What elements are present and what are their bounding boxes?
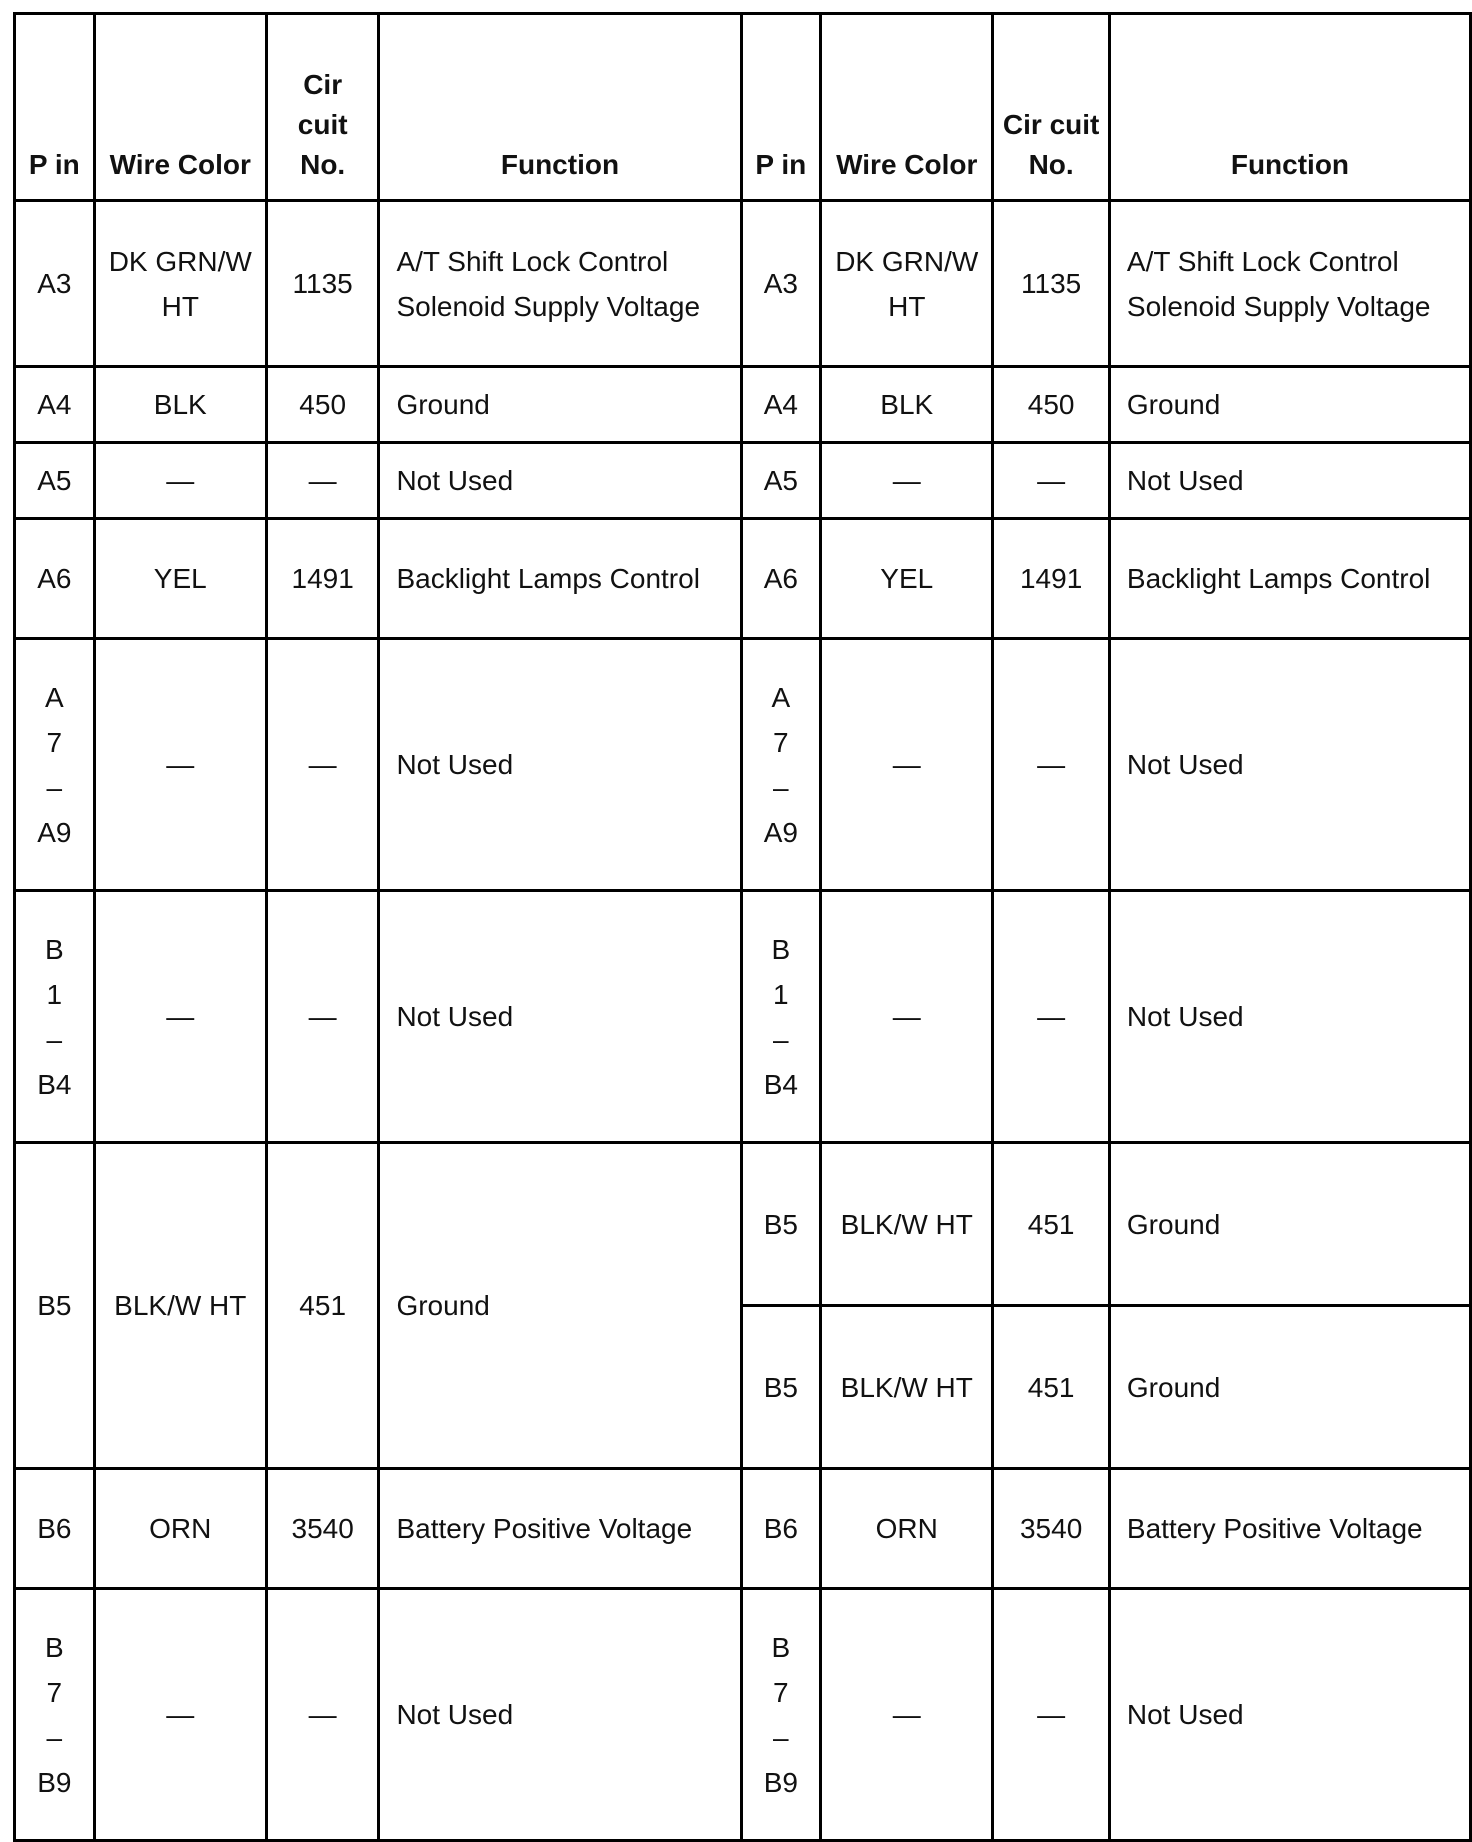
table-row [15, 367, 1471, 443]
pin-range-part: 7 [773, 1676, 789, 1708]
pin-range-part: – [773, 771, 789, 803]
wire-color-cell: — [821, 639, 993, 891]
wire-color-cell: BLK/W HT [94, 1143, 266, 1469]
pin-range-part: 1 [773, 978, 789, 1010]
table-row [15, 201, 1471, 367]
wire-color-cell: — [821, 891, 993, 1143]
wire-color-cell: YEL [94, 519, 266, 639]
circuit-cell: — [993, 1589, 1110, 1841]
circuit-cell: — [266, 1589, 379, 1841]
header-circuit-no: Cir cuit No. [266, 14, 379, 201]
pin-range-cell [15, 1589, 95, 1841]
header-pin: P in [741, 14, 821, 201]
pin-cell: A6 [741, 519, 821, 639]
wire-color-cell: — [94, 1589, 266, 1841]
pin-range-part: – [773, 1721, 789, 1753]
pin-range-part: B4 [763, 1068, 798, 1100]
wire-color-cell: BLK/W HT [821, 1143, 993, 1306]
circuit-cell: 3540 [266, 1469, 379, 1589]
pin-range-part: B4 [37, 1068, 72, 1100]
pin-range-part: 7 [46, 726, 63, 758]
circuit-cell: — [993, 891, 1110, 1143]
wire-color-cell: BLK/W HT [821, 1306, 993, 1469]
pin-range-part: – [46, 771, 63, 803]
circuit-cell: 1491 [266, 519, 379, 639]
pin-range-part: – [773, 1023, 789, 1055]
pin-cell: A3 [741, 201, 821, 367]
circuit-cell: — [993, 443, 1110, 519]
function-cell: Ground [1109, 367, 1470, 443]
wire-color-cell: — [821, 443, 993, 519]
pin-range-part: B [44, 933, 64, 965]
circuit-cell: 451 [266, 1143, 379, 1469]
function-cell: Not Used [379, 1589, 741, 1841]
pin-cell: B5 [741, 1306, 821, 1469]
wire-color-cell: BLK [821, 367, 993, 443]
function-cell: Ground [379, 1143, 741, 1469]
wire-color-cell: ORN [94, 1469, 266, 1589]
pin-range-cell [15, 891, 95, 1143]
pin-range-part: 7 [46, 1676, 63, 1708]
circuit-cell: — [266, 639, 379, 891]
pin-range-cell [741, 1589, 821, 1841]
pin-range-part: A9 [37, 816, 72, 848]
header-function: Function [379, 14, 741, 201]
pin-range-cell [741, 639, 821, 891]
pin-range-part: A9 [763, 816, 798, 848]
header-row [15, 14, 1471, 201]
circuit-cell: 1491 [993, 519, 1110, 639]
pin-range-part: – [46, 1023, 63, 1055]
header-circuit-no: Cir cuit No. [993, 14, 1110, 201]
circuit-cell: 3540 [993, 1469, 1110, 1589]
function-cell: Not Used [1109, 443, 1470, 519]
pin-range-part: B [44, 1631, 64, 1663]
pin-range-part: B [771, 933, 791, 965]
table-row [15, 1143, 1471, 1306]
function-cell: Backlight Lamps Control [1109, 519, 1470, 639]
pin-cell: A4 [15, 367, 95, 443]
circuit-cell: 451 [993, 1306, 1110, 1469]
pin-cell: B5 [15, 1143, 95, 1469]
pin-cell: B6 [741, 1469, 821, 1589]
pin-range-part: B9 [37, 1766, 72, 1798]
function-cell: Not Used [379, 891, 741, 1143]
function-cell: Ground [379, 367, 741, 443]
function-cell: Not Used [1109, 639, 1470, 891]
table-row [15, 519, 1471, 639]
function-cell: Ground [1109, 1306, 1470, 1469]
wire-color-cell: ORN [821, 1469, 993, 1589]
circuit-cell: 1135 [993, 201, 1110, 367]
function-cell: Backlight Lamps Control [379, 519, 741, 639]
function-cell: Battery Positive Voltage [1109, 1469, 1470, 1589]
pin-cell: A5 [741, 443, 821, 519]
pin-range-part: 7 [773, 726, 789, 758]
circuit-cell: 451 [993, 1143, 1110, 1306]
function-cell: Not Used [1109, 891, 1470, 1143]
function-cell: Battery Positive Voltage [379, 1469, 741, 1589]
pin-cell: B6 [15, 1469, 95, 1589]
function-cell: Not Used [1109, 1589, 1470, 1841]
pin-range-part: B9 [763, 1766, 798, 1798]
wire-color-cell: — [94, 891, 266, 1143]
circuit-cell: — [993, 639, 1110, 891]
table-row [15, 891, 1471, 1143]
function-cell: Not Used [379, 443, 741, 519]
table-row [15, 1469, 1471, 1589]
pin-range-cell [741, 891, 821, 1143]
pin-range-part: A [44, 681, 64, 713]
wire-color-cell: — [821, 1589, 993, 1841]
header-wire-color: Wire Color [821, 14, 993, 201]
circuit-cell: — [266, 443, 379, 519]
function-cell: A/T Shift Lock Control Solenoid Supply Voltage [1109, 201, 1470, 367]
header-function: Function [1109, 14, 1470, 201]
pin-cell: A5 [15, 443, 95, 519]
pin-cell: A3 [15, 201, 95, 367]
pin-cell: A4 [741, 367, 821, 443]
table-row [15, 639, 1471, 891]
table-row [15, 1589, 1471, 1841]
function-cell: Not Used [379, 639, 741, 891]
pin-range-part: A [771, 681, 791, 713]
pin-range-part: – [46, 1721, 63, 1753]
pin-range-cell [15, 639, 95, 891]
pin-range-part: 1 [46, 978, 63, 1010]
header-pin: P in [15, 14, 95, 201]
table-row [15, 443, 1471, 519]
pin-range-part: B [771, 1631, 791, 1663]
wire-color-cell: DK GRN/W HT [94, 201, 266, 367]
wire-color-cell: — [94, 443, 266, 519]
function-cell: Ground [1109, 1143, 1470, 1306]
circuit-cell: 450 [266, 367, 379, 443]
pin-cell: B5 [741, 1143, 821, 1306]
pin-cell: A6 [15, 519, 95, 639]
wire-color-cell: — [94, 639, 266, 891]
circuit-cell: — [266, 891, 379, 1143]
connector-pinout-table [13, 12, 1472, 1842]
wire-color-cell: DK GRN/W HT [821, 201, 993, 367]
function-cell: A/T Shift Lock Control Solenoid Supply Voltage [379, 201, 741, 367]
circuit-cell: 1135 [266, 201, 379, 367]
wire-color-cell: YEL [821, 519, 993, 639]
header-wire-color: Wire Color [94, 14, 266, 201]
circuit-cell: 450 [993, 367, 1110, 443]
wire-color-cell: BLK [94, 367, 266, 443]
